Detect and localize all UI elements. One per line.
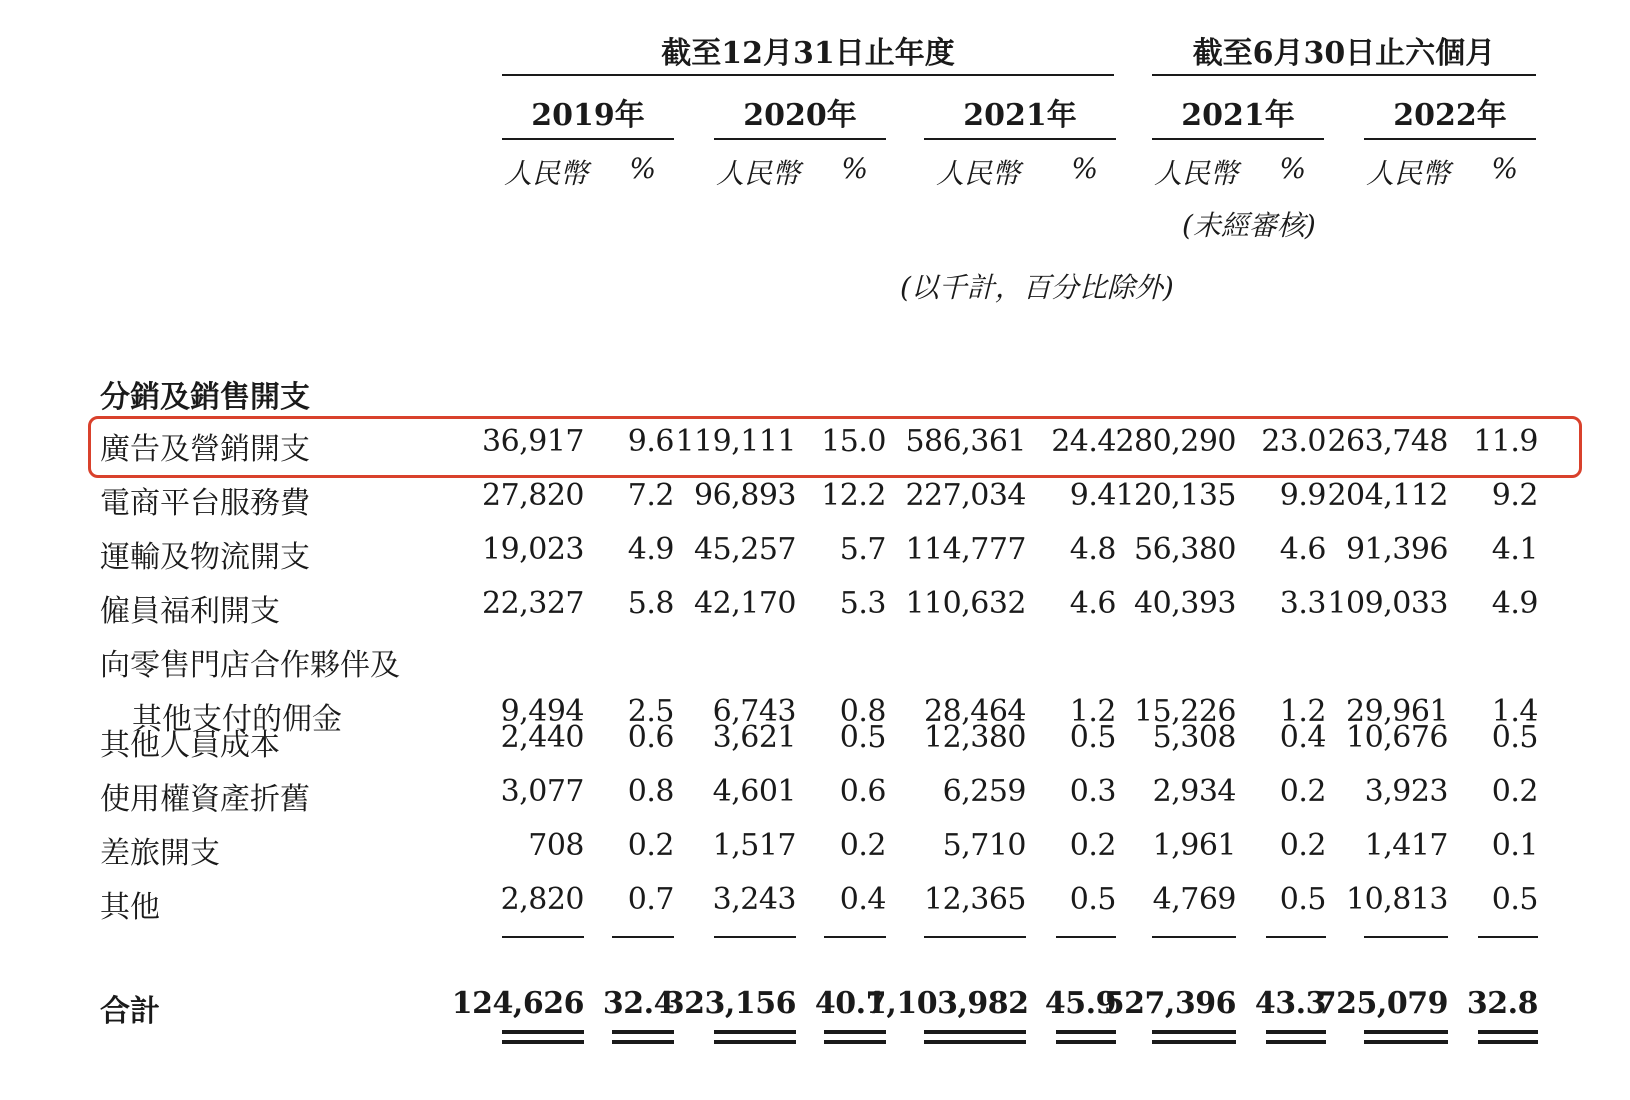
total-label: 合計 <box>100 994 160 1029</box>
total-double-rule <box>1478 1030 1538 1034</box>
table-cell: 36,917 <box>482 424 584 459</box>
table-cell: 2,820 <box>500 882 584 917</box>
table-cell: 5,710 <box>942 828 1026 863</box>
table-cell: 27,820 <box>482 478 584 513</box>
table-cell: 9.9 <box>1279 478 1326 513</box>
total-double-rule <box>824 1030 886 1034</box>
total-cell: 1,103,982 <box>866 986 1029 1021</box>
table-cell: 0.2 <box>1279 828 1326 863</box>
row-label: 廣告及營銷開支 <box>100 432 310 467</box>
table-cell: 5.3 <box>839 586 886 621</box>
total-cell: 43.3 <box>1254 986 1326 1021</box>
units-note: (以千計，百分比除外) <box>900 271 1174 304</box>
table-cell: 6,259 <box>942 774 1026 809</box>
table-cell: 0.6 <box>627 720 674 755</box>
table-cell: 4.6 <box>1069 586 1116 621</box>
table-cell: 4,601 <box>712 774 796 809</box>
table-cell: 0.2 <box>1279 774 1326 809</box>
table-cell: 96,893 <box>694 478 796 513</box>
table-cell: 0.4 <box>839 882 886 917</box>
table-cell: 9.6 <box>627 424 674 459</box>
total-cell: 124,626 <box>451 986 584 1021</box>
row-label: 其他人員成本 <box>100 728 280 763</box>
year-header-rule <box>714 138 886 140</box>
table-cell: 0.3 <box>1069 774 1116 809</box>
total-double-rule <box>612 1040 674 1044</box>
table-cell: 4.8 <box>1069 532 1116 567</box>
total-double-rule <box>502 1040 584 1044</box>
table-cell: 708 <box>528 828 584 863</box>
group-header-rule <box>1152 74 1536 76</box>
table-cell: 0.2 <box>839 828 886 863</box>
total-double-rule <box>824 1040 886 1044</box>
total-double-rule <box>714 1030 796 1034</box>
table-cell: 3,077 <box>500 774 584 809</box>
total-cell: 323,156 <box>663 986 796 1021</box>
table-cell: 5,308 <box>1152 720 1236 755</box>
year-header-2021: 2021年 <box>963 98 1077 133</box>
table-cell: 29,961 <box>1346 694 1448 729</box>
table-cell: 0.5 <box>1069 720 1116 755</box>
table-cell: 12,380 <box>924 720 1026 755</box>
year-header-2021-interim: 2021年 <box>1181 98 1295 133</box>
section-title: 分銷及銷售開支 <box>100 380 310 415</box>
table-cell: 5.8 <box>627 586 674 621</box>
table-cell: 7.2 <box>627 478 674 513</box>
table-cell: 56,380 <box>1134 532 1236 567</box>
total-double-rule <box>1266 1030 1326 1034</box>
subtotal-rule <box>714 936 796 938</box>
percent-header: % <box>1491 152 1518 185</box>
table-cell: 109,033 <box>1327 586 1448 621</box>
row-label: 使用權資產折舊 <box>100 782 310 817</box>
table-cell: 91,396 <box>1346 532 1448 567</box>
table-cell: 9,494 <box>500 694 584 729</box>
table-cell: 1.2 <box>1279 694 1326 729</box>
year-header-rule <box>924 138 1116 140</box>
percent-header: % <box>629 152 656 185</box>
table-cell: 227,034 <box>905 478 1026 513</box>
table-cell: 24.4 <box>1051 424 1116 459</box>
table-cell: 0.8 <box>839 694 886 729</box>
table-cell: 0.5 <box>1491 720 1538 755</box>
table-cell: 3,621 <box>712 720 796 755</box>
table-cell: 22,327 <box>482 586 584 621</box>
table-cell: 1.2 <box>1069 694 1116 729</box>
table-cell: 0.2 <box>627 828 674 863</box>
table-cell: 263,748 <box>1327 424 1448 459</box>
table-cell: 12,365 <box>924 882 1026 917</box>
percent-header: % <box>1071 152 1098 185</box>
table-cell: 15,226 <box>1134 694 1236 729</box>
total-double-rule <box>1152 1040 1236 1044</box>
table-cell: 0.5 <box>1279 882 1326 917</box>
year-header-rule <box>1152 138 1324 140</box>
table-cell: 586,361 <box>905 424 1026 459</box>
total-double-rule <box>502 1030 584 1034</box>
currency-header: 人民幣 <box>504 157 589 190</box>
table-cell: 28,464 <box>924 694 1026 729</box>
subtotal-rule <box>1266 936 1326 938</box>
row-label-continued: 其他支付的佣金 <box>132 702 342 737</box>
total-cell: 527,396 <box>1103 986 1236 1021</box>
total-double-rule <box>924 1030 1026 1034</box>
subtotal-rule <box>612 936 674 938</box>
total-double-rule <box>1478 1040 1538 1044</box>
row-label: 僱員福利開支 <box>100 594 280 629</box>
table-cell: 0.4 <box>1279 720 1326 755</box>
subtotal-rule <box>1364 936 1448 938</box>
table-cell: 10,813 <box>1346 882 1448 917</box>
table-cell: 6,743 <box>712 694 796 729</box>
table-cell: 0.5 <box>839 720 886 755</box>
subtotal-rule <box>924 936 1026 938</box>
table-cell: 11.9 <box>1473 424 1538 459</box>
group-header-six-months: 截至6月30日止六個月 <box>1192 36 1496 71</box>
table-cell: 204,112 <box>1327 478 1448 513</box>
table-cell: 45,257 <box>694 532 796 567</box>
table-cell: 0.1 <box>1491 828 1538 863</box>
table-cell: 0.2 <box>1069 828 1116 863</box>
table-cell: 0.5 <box>1491 882 1538 917</box>
total-double-rule <box>1056 1030 1116 1034</box>
table-cell: 5.7 <box>839 532 886 567</box>
year-header-rule <box>502 138 674 140</box>
subtotal-rule <box>1056 936 1116 938</box>
total-cell: 40.7 <box>814 986 886 1021</box>
percent-header: % <box>1279 152 1306 185</box>
year-header-2019: 2019年 <box>531 98 645 133</box>
percent-header: % <box>841 152 868 185</box>
unaudited-note: (未經審核) <box>1182 209 1316 242</box>
table-cell: 23.0 <box>1261 424 1326 459</box>
total-double-rule <box>1056 1040 1116 1044</box>
table-cell: 110,632 <box>905 586 1026 621</box>
total-cell: 725,079 <box>1315 986 1448 1021</box>
total-double-rule <box>612 1030 674 1034</box>
group-header-rule <box>502 74 1114 76</box>
table-cell: 0.5 <box>1069 882 1116 917</box>
table-cell: 1,517 <box>712 828 796 863</box>
currency-header: 人民幣 <box>936 157 1021 190</box>
table-cell: 19,023 <box>482 532 584 567</box>
table-cell: 40,393 <box>1134 586 1236 621</box>
table-cell: 2,440 <box>500 720 584 755</box>
total-double-rule <box>1364 1030 1448 1034</box>
table-cell: 4,769 <box>1152 882 1236 917</box>
table-cell: 4.1 <box>1491 532 1538 567</box>
table-cell: 1,417 <box>1364 828 1448 863</box>
table-cell: 4.6 <box>1279 532 1326 567</box>
year-header-2020: 2020年 <box>743 98 857 133</box>
year-header-rule <box>1364 138 1536 140</box>
table-cell: 3.3 <box>1279 586 1326 621</box>
total-double-rule <box>1152 1030 1236 1034</box>
subtotal-rule <box>1152 936 1236 938</box>
table-cell: 280,290 <box>1115 424 1236 459</box>
table-cell: 3,923 <box>1364 774 1448 809</box>
row-label: 運輸及物流開支 <box>100 540 310 575</box>
total-double-rule <box>924 1040 1026 1044</box>
table-cell: 1,961 <box>1152 828 1236 863</box>
table-cell: 12.2 <box>821 478 886 513</box>
row-label: 其他 <box>100 890 160 925</box>
row-label: 向零售門店合作夥伴及 <box>100 648 400 683</box>
table-cell: 0.2 <box>1491 774 1538 809</box>
table-cell: 4.9 <box>1491 586 1538 621</box>
total-cell: 45.9 <box>1044 986 1116 1021</box>
table-cell: 0.8 <box>627 774 674 809</box>
table-cell: 120,135 <box>1115 478 1236 513</box>
table-cell: 9.4 <box>1069 478 1116 513</box>
subtotal-rule <box>502 936 584 938</box>
table-cell: 42,170 <box>694 586 796 621</box>
table-cell: 0.6 <box>839 774 886 809</box>
total-double-rule <box>1364 1040 1448 1044</box>
subtotal-rule <box>824 936 886 938</box>
table-cell: 2,934 <box>1152 774 1236 809</box>
table-cell: 2.5 <box>627 694 674 729</box>
table-cell: 9.2 <box>1491 478 1538 513</box>
table-cell: 114,777 <box>905 532 1026 567</box>
table-cell: 4.9 <box>627 532 674 567</box>
group-header-year-ended: 截至12月31日止年度 <box>661 36 955 71</box>
currency-header: 人民幣 <box>1366 157 1451 190</box>
subtotal-rule <box>1478 936 1538 938</box>
table-cell: 119,111 <box>675 424 796 459</box>
table-cell: 0.7 <box>627 882 674 917</box>
row-label: 電商平台服務費 <box>100 486 310 521</box>
year-header-2022-interim: 2022年 <box>1393 98 1507 133</box>
total-double-rule <box>714 1040 796 1044</box>
row-label: 差旅開支 <box>100 836 220 871</box>
table-cell: 10,676 <box>1346 720 1448 755</box>
currency-header: 人民幣 <box>716 157 801 190</box>
total-cell: 32.8 <box>1466 986 1538 1021</box>
total-cell: 32.4 <box>602 986 674 1021</box>
table-cell: 1.4 <box>1491 694 1538 729</box>
table-cell: 15.0 <box>821 424 886 459</box>
table-cell: 3,243 <box>712 882 796 917</box>
total-double-rule <box>1266 1040 1326 1044</box>
currency-header: 人民幣 <box>1154 157 1239 190</box>
